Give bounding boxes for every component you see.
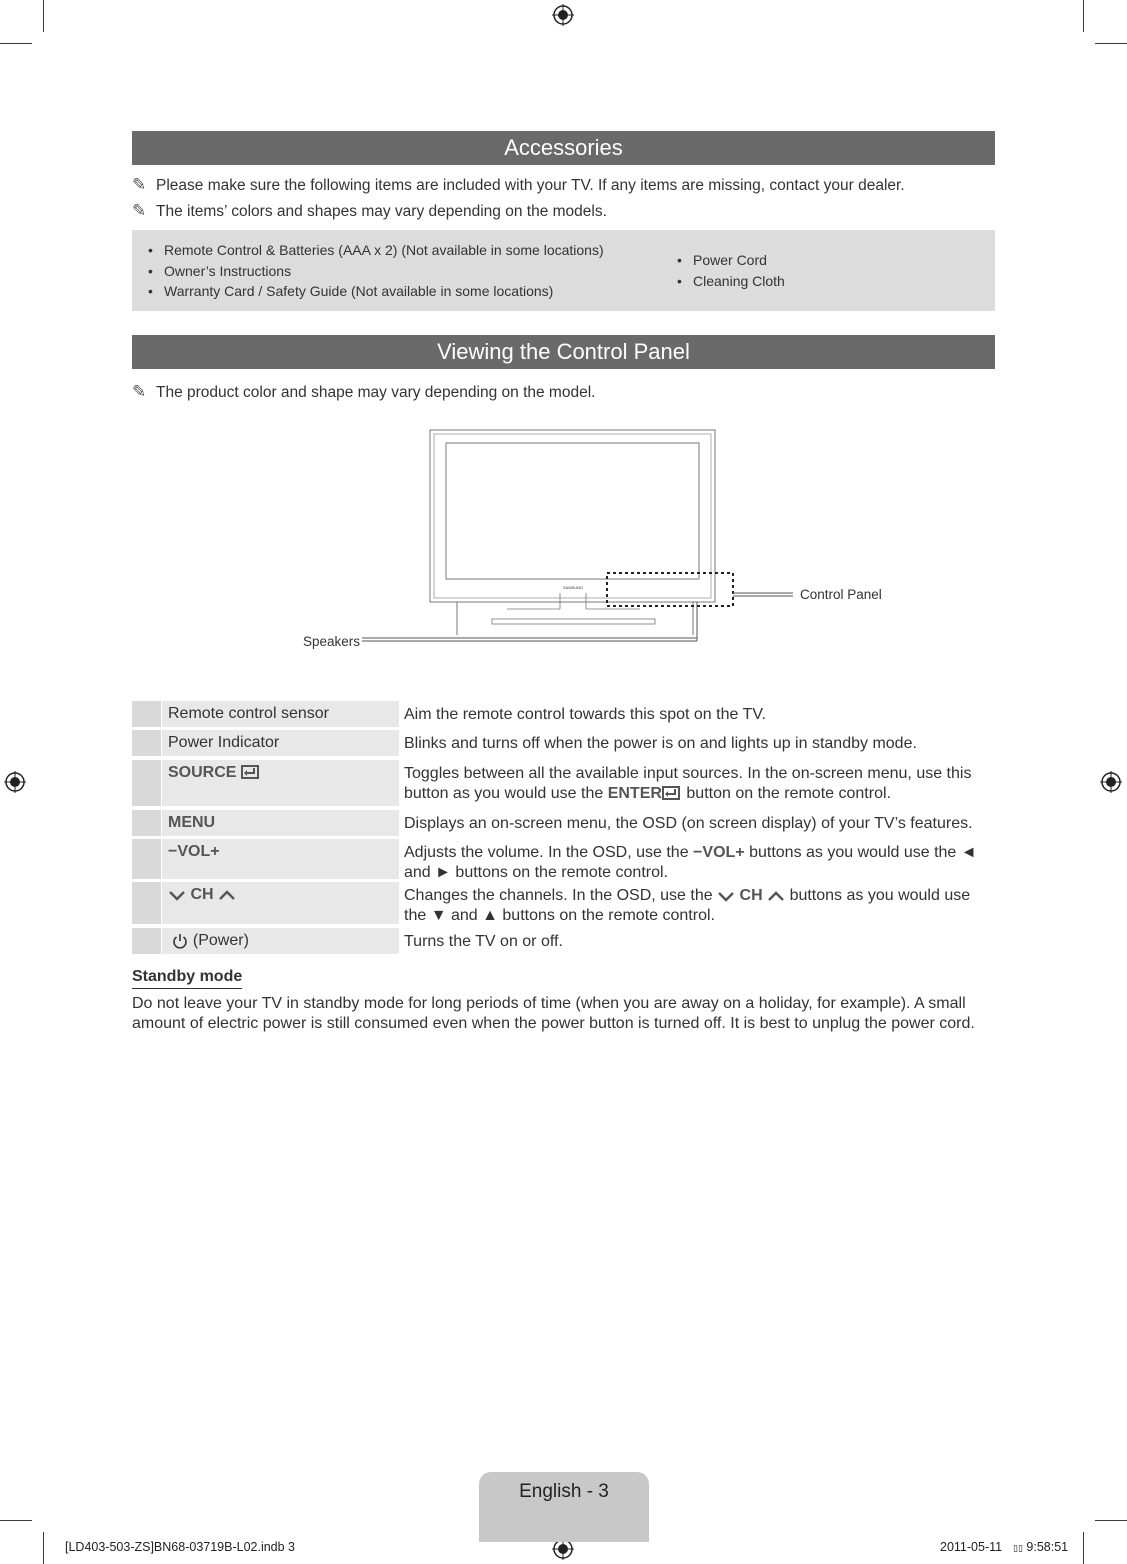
accessories-note — [132, 175, 905, 195]
crop-mark — [1095, 43, 1127, 44]
control-description: Displays an on-screen menu, the OSD (on screen display) of your TV’s features. — [404, 815, 973, 832]
accessories-heading: Accessories — [132, 131, 995, 165]
crop-mark — [1083, 1532, 1084, 1564]
tv-illustration — [295, 425, 895, 660]
control-description: Toggles between all the available input sources. In the on-screen menu, use this button as you would use the ENTER button on the remote control. — [404, 765, 972, 802]
control-panel-label: Control Panel — [800, 587, 882, 602]
accessories-list-box — [132, 230, 995, 311]
control-panel-heading: Viewing the Control Panel — [132, 335, 995, 369]
list-item: • Power Cord — [677, 252, 767, 268]
list-item: • Owner’s Instructions — [148, 262, 292, 279]
control-row — [132, 730, 995, 756]
control-name: −VOL+ — [162, 839, 399, 879]
row-marker — [132, 701, 161, 727]
registration-mark-icon — [4, 771, 26, 793]
plus-icon: + — [210, 843, 220, 860]
crop-mark — [0, 43, 32, 44]
control-description: Turns the TV on or off. — [404, 933, 563, 950]
plus-icon: + — [735, 844, 745, 861]
accessories-list-left — [138, 240, 604, 302]
row-marker — [132, 882, 161, 924]
row-marker — [132, 730, 161, 756]
crop-mark — [43, 0, 44, 32]
clock-icon: ▯▯ — [1013, 1543, 1023, 1553]
minus-icon: − — [693, 844, 703, 861]
standby-heading: Standby mode — [132, 968, 242, 989]
control-description: Aim the remote control towards this spot on the TV. — [404, 706, 766, 723]
row-marker — [132, 760, 161, 806]
speakers-label: Speakers — [303, 634, 361, 649]
chevron-up-icon — [218, 889, 236, 901]
list-item: • Remote Control & Batteries (AAA x 2) (Not available in some locations) — [148, 242, 604, 258]
control-row — [132, 760, 995, 806]
source-icon — [241, 765, 261, 780]
page-number: English - 3 — [519, 1481, 609, 1502]
registration-mark-icon — [1100, 771, 1122, 793]
control-row — [132, 701, 995, 727]
chevron-down-icon — [168, 889, 186, 901]
footer-date: 2011-05-11 — [940, 1540, 1003, 1554]
list-item: • Warranty Card / Safety Guide (Not available in some locations) — [148, 283, 554, 299]
pencil-icon: ✎ — [132, 175, 147, 194]
power-icon — [172, 933, 188, 949]
accessories-note — [132, 201, 607, 221]
list-item: • Cleaning Cloth — [677, 272, 785, 289]
footer-file: [LD403-503-ZS]BN68-03719B-L02.indb 3 — [65, 1540, 296, 1554]
standby-text: Do not leave your TV in standby mode for long periods of time (when you are away on a holiday, for example). A small amount of electric power is still consumed even when the power button is turned off. It is best to unplug the power cord. — [132, 995, 975, 1032]
row-marker — [132, 810, 161, 836]
pencil-icon: ✎ — [132, 201, 147, 220]
control-name: Power Indicator — [162, 730, 399, 756]
crop-mark — [1095, 1520, 1127, 1521]
control-description: Blinks and turns off when the power is on and lights up in standby mode. — [404, 735, 917, 752]
accessories-list-right — [667, 250, 785, 291]
pencil-icon: ✎ — [132, 382, 147, 401]
page-number-tab — [479, 1472, 649, 1542]
control-name: CH — [162, 882, 399, 924]
footer-time: ▯▯ 9:58:51 — [1013, 1540, 1069, 1554]
chevron-up-icon — [767, 890, 785, 902]
control-name: (Power) — [162, 928, 399, 954]
control-name: Remote control sensor — [162, 701, 399, 727]
note-text: The product color and shape may vary depending on the model. — [156, 384, 596, 401]
chevron-down-icon — [717, 890, 735, 902]
crop-mark — [43, 1532, 44, 1564]
control-panel-note — [132, 382, 595, 402]
control-name: SOURCE — [162, 760, 399, 806]
note-text: The items’ colors and shapes may vary depending on the models. — [156, 203, 607, 220]
note-text: Please make sure the following items are included with your TV. If any items are missing, contact your dealer. — [156, 177, 905, 194]
crop-mark — [1083, 0, 1084, 32]
registration-mark-icon — [552, 4, 574, 26]
row-marker — [132, 839, 161, 879]
control-description: Changes the channels. In the OSD, use the CH buttons as you would use the ▼ and ▲ buttons on the remote control. — [404, 887, 971, 924]
control-row — [132, 810, 995, 836]
control-row — [132, 839, 995, 879]
brand-logo: SAMSUNG — [562, 585, 584, 590]
control-name: MENU — [162, 810, 399, 836]
control-row — [132, 882, 995, 924]
control-row — [132, 928, 995, 954]
enter-icon — [662, 786, 682, 801]
control-description: Adjusts the volume. In the OSD, use the −VOL+ buttons as you would use the ◄ and ► buttons on the remote control. — [404, 844, 977, 881]
minus-icon: − — [168, 843, 178, 860]
row-marker — [132, 928, 161, 954]
crop-mark — [0, 1520, 32, 1521]
